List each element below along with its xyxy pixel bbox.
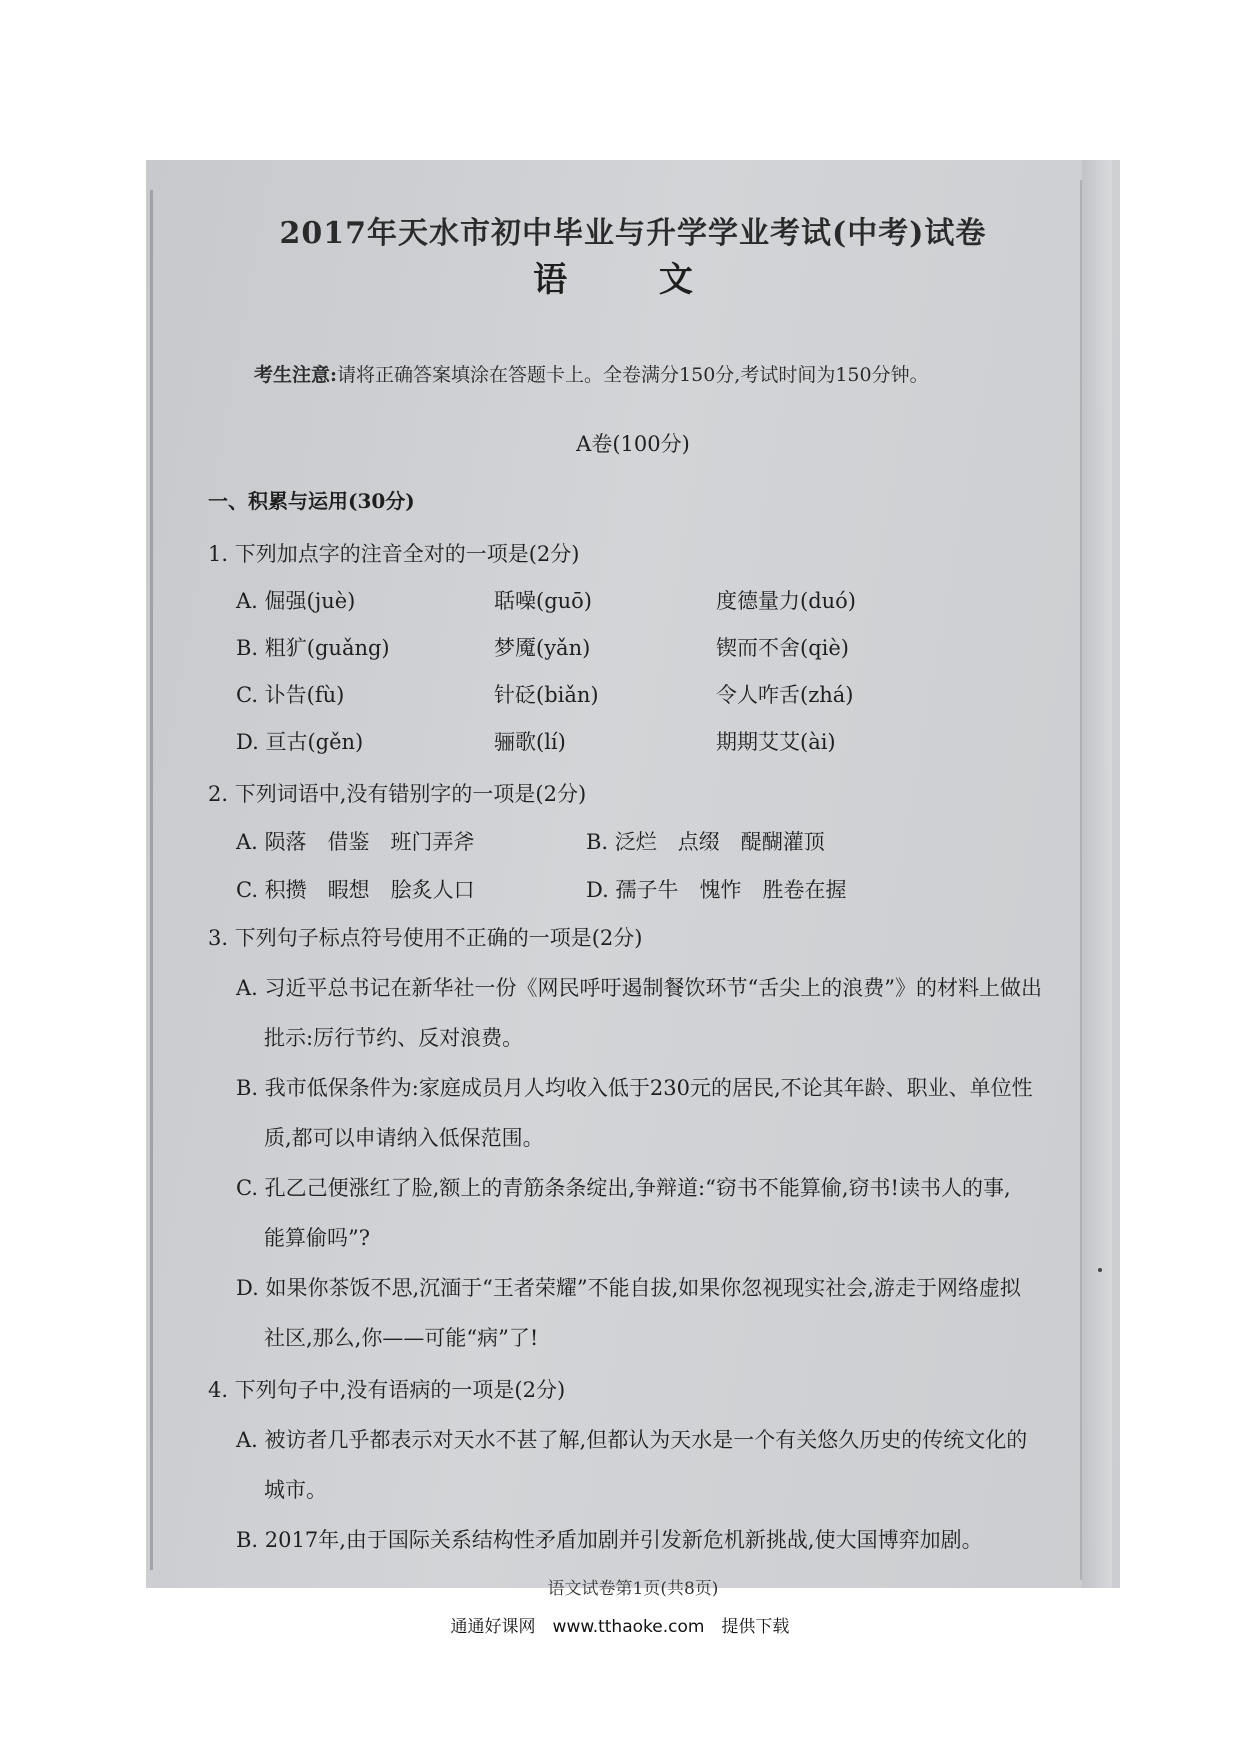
q3-option-a-line1: A. 习近平总书记在新华社一份《网民呼吁遏制餐饮环节“舌尖上的浪费”》的材料上做出: [236, 976, 1042, 1000]
q1-b-2: 梦魇(yǎn): [494, 636, 591, 660]
q1-a-1: A. 倔强(juè): [236, 589, 356, 613]
exam-notice: [254, 360, 929, 387]
q4-option-a-line1: A. 被访者几乎都表示对天水不甚了解,但都认为天水是一个有关悠久历史的传统文化的: [236, 1428, 1028, 1452]
paper-shadow-right: [1082, 160, 1112, 1588]
paper-speck: [1098, 1268, 1102, 1272]
section-heading: 一、积累与运用(30分): [208, 489, 415, 513]
q3-option-b-line2: 质,都可以申请纳入低保范围。: [264, 1126, 544, 1150]
q3-stem: 3. 下列句子标点符号使用不正确的一项是(2分): [208, 926, 643, 950]
q3-option-c-line2: 能算偷吗”?: [264, 1226, 370, 1250]
notice-label: 考生注意:: [254, 364, 338, 386]
q2-option-a: A. 陨落 借鉴 班门弄斧: [236, 830, 475, 854]
q2-stem: 2. 下列词语中,没有错别字的一项是(2分): [208, 782, 587, 806]
q1-d-3: 期期艾艾(ài): [716, 730, 836, 754]
q1-d-2: 骊歌(lí): [494, 730, 566, 754]
q1-stem: 1. 下列加点字的注音全对的一项是(2分): [208, 542, 580, 566]
q1-c-2: 针砭(biǎn): [494, 683, 599, 707]
q2-option-c: C. 积攒 暇想 脍炙人口: [236, 878, 475, 902]
q4-option-b-line1: B. 2017年,由于国际关系结构性矛盾加剧并引发新危机新挑战,使大国博弈加剧。: [236, 1528, 983, 1552]
page-number-footer: 语文试卷第1页(共8页): [547, 1579, 719, 1599]
q3-option-d-line1: D. 如果你茶饭不思,沉湎于“王者荣耀”不能自拔,如果你忽视现实社会,游走于网络虚拟: [236, 1276, 1021, 1300]
exam-subject: 语 文: [533, 260, 733, 300]
q1-c-3: 令人咋舌(zhá): [716, 683, 854, 707]
q1-b-3: 锲而不舍(qiè): [716, 636, 849, 660]
download-credit: 通通好课网 www.tthaoke.com 提供下载: [450, 1617, 790, 1637]
q4-stem: 4. 下列句子中,没有语病的一项是(2分): [208, 1378, 566, 1402]
q1-a-3: 度德量力(duó): [716, 589, 856, 613]
q3-option-c-line1: C. 孔乙己便涨红了脸,额上的青筋条条绽出,争辩道:“窃书不能算偷,窃书!读书人的事,: [236, 1176, 1011, 1200]
notice-text: 请将正确答案填涂在答题卡上。全卷满分150分,考试时间为150分钟。: [337, 364, 929, 386]
exam-title: 2017年天水市初中毕业与升学学业考试(中考)试卷: [279, 216, 987, 251]
q3-option-d-line2: 社区,那么,你——可能“病”了!: [264, 1326, 539, 1350]
q1-b-1: B. 粗犷(guǎng): [236, 636, 390, 660]
q2-option-b: B. 泛烂 点缀 醍醐灌顶: [586, 830, 825, 854]
q4-option-a-line2: 城市。: [264, 1478, 327, 1502]
paper-fold-line: [1080, 180, 1082, 1580]
q1-c-1: C. 讣告(fù): [236, 683, 345, 707]
q1-d-1: D. 亘古(gěn): [236, 730, 364, 754]
part-heading: A卷(100分): [576, 432, 690, 456]
q3-option-a-line2: 批示:厉行节约、反对浪费。: [264, 1026, 524, 1050]
q3-option-b-line1: B. 我市低保条件为:家庭成员月人均收入低于230元的居民,不论其年龄、职业、单位性: [236, 1076, 1033, 1100]
q1-a-2: 聒噪(guō): [494, 589, 592, 613]
paper-shadow-left: [150, 190, 153, 1570]
exam-paper-photo: [146, 160, 1120, 1599]
q2-option-d: D. 孺子牛 愧怍 胜卷在握: [586, 878, 847, 902]
